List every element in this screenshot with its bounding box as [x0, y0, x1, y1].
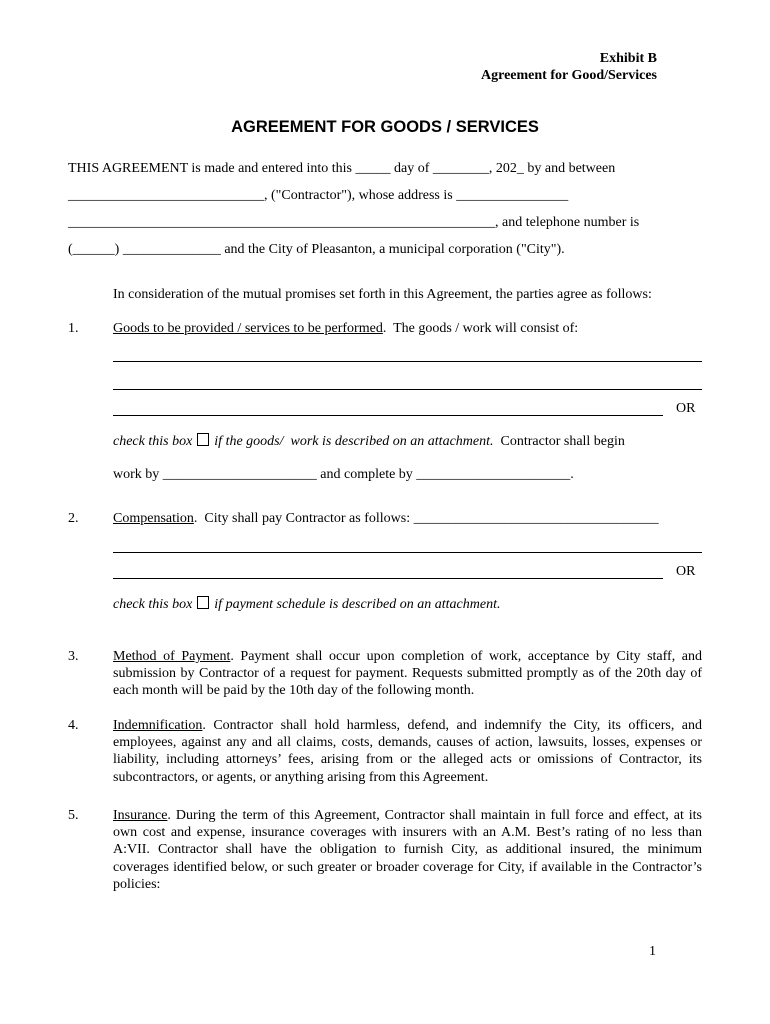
- section-1-check-post: if the goods/ work is described on an attachment.: [214, 434, 494, 449]
- exhibit-label: Exhibit B: [599, 51, 657, 66]
- section-1-heading: Goods to be provided / services to be performed: [113, 321, 383, 336]
- section-2-or: OR: [676, 564, 696, 579]
- section-5-paragraph: [113, 807, 702, 893]
- section-1-or: OR: [676, 401, 696, 416]
- section-3-paragraph: [113, 648, 702, 700]
- section-2-blank-line-2[interactable]: [113, 578, 663, 579]
- section-1-check-pre: check this box: [113, 434, 193, 449]
- section-5-number: 5.: [68, 808, 79, 823]
- section-5-heading: Insurance: [113, 808, 168, 823]
- page-number: 1: [649, 944, 656, 959]
- section-2-checkbox-line: [113, 596, 500, 613]
- consideration-text: In consideration of the mutual promises set forth in this Agreement, the parties agree as follows:: [113, 287, 652, 302]
- document-title: AGREEMENT FOR GOODS / SERVICES: [231, 118, 539, 136]
- section-1-number: 1.: [68, 321, 79, 336]
- section-2-check-post: if payment schedule is described on an attachment.: [214, 597, 501, 612]
- intro-line-3: _____________________________________________________________, and telephone number is: [68, 215, 640, 230]
- section-1-line: [113, 320, 578, 337]
- section-1-checkbox[interactable]: [197, 433, 209, 446]
- intro-line-1: THIS AGREEMENT is made and entered into this _____ day of ________, 202_ by and between: [68, 161, 616, 176]
- section-2-heading: Compensation: [113, 511, 194, 526]
- exhibit-subtitle: Agreement for Good/Services: [481, 68, 657, 83]
- section-2-blank-line-1[interactable]: [113, 552, 702, 553]
- section-2-line: [113, 510, 659, 527]
- intro-line-4: (______) ______________ and the City of Pleasanton, a municipal corporation ("City").: [68, 242, 565, 257]
- section-1-work-line: work by ______________________ and complete by ______________________.: [113, 467, 574, 482]
- section-3-text: . Payment shall occur upon completion of work, acceptance by City staff, and submission by Contractor of a request for payment. Requests submitted promptly as of the 20th day of each month will be paid by the 10th day of the following month.: [113, 649, 702, 699]
- section-1-blank-line-1[interactable]: [113, 361, 702, 362]
- section-2-text: . City shall pay Contractor as follows: ___________________________________: [193, 511, 659, 526]
- section-4-heading: Indemnification: [113, 718, 203, 733]
- section-3-number: 3.: [68, 649, 79, 664]
- section-2-number: 2.: [68, 511, 79, 526]
- section-1-checkbox-line: [113, 433, 625, 450]
- intro-line-2: ____________________________, ("Contractor"), whose address is ________________: [68, 188, 569, 203]
- section-2-checkbox[interactable]: [197, 596, 209, 609]
- section-1-check-tail: Contractor shall begin: [493, 434, 625, 449]
- section-4-text: . Contractor shall hold harmless, defend, and indemnify the City, its officers, and employees, against any and all claims, costs, demands, causes of action, lawsuits, losses, expenses or liability, including attorneys’ fees, arising from or the alleged acts or omissions of Contractor, its subcontractors, or agents, or anything arising from this Agreement.: [113, 718, 702, 785]
- section-4-paragraph: [113, 717, 702, 786]
- section-1-text: . The goods / work will consist of:: [382, 321, 579, 336]
- section-1-blank-line-3[interactable]: [113, 415, 663, 416]
- section-2-check-pre: check this box: [113, 597, 193, 612]
- section-5-text: . During the term of this Agreement, Contractor shall maintain in full force and effect, at its own cost and expense, insurance coverages with insurers with an A.M. Best’s rating of no less than A:VII. Contractor shall have the obligation to furnish City, as additional insured, the minimum coverages identified below, or such greater or broader coverage for City, if available in the Contractor’s policies:: [113, 808, 702, 892]
- section-1-blank-line-2[interactable]: [113, 389, 702, 390]
- section-4-number: 4.: [68, 718, 79, 733]
- section-3-heading: Method of Payment: [113, 649, 231, 664]
